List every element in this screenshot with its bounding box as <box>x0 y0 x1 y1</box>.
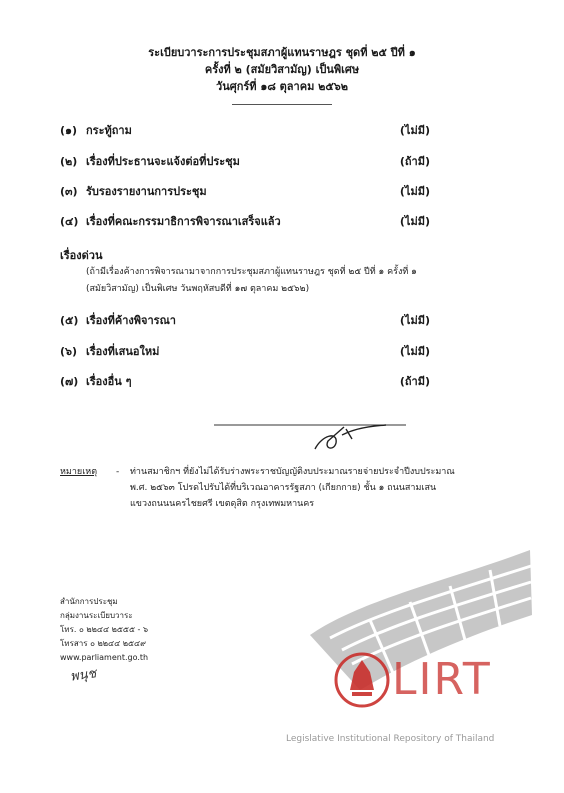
agenda-item-5 <box>60 314 430 328</box>
agenda-num: (๔) <box>60 215 79 228</box>
agenda-text: กระทู้ถาม <box>86 124 132 137</box>
urgent-heading: เรื่องด่วน <box>60 249 103 262</box>
lirt-logo-text: LIRT <box>392 654 492 705</box>
agenda-text: รับรองรายงานการประชุม <box>86 185 207 198</box>
agenda-text: เรื่องที่เสนอใหม่ <box>86 345 160 358</box>
agenda-text: เรื่องที่ประธานจะแจ้งต่อที่ประชุม <box>86 155 240 168</box>
agenda-status: (ไม่มี) <box>399 124 430 137</box>
agenda-status: (ไม่มี) <box>399 185 430 198</box>
agenda-item-3 <box>60 185 430 199</box>
footer-group: กลุ่มงานระเบียบวาระ <box>60 611 133 620</box>
remark-label: หมายเหตุ <box>60 467 98 477</box>
agenda-num: (๖) <box>60 345 78 358</box>
remark-line-3: แขวงถนนนครไชยศรี เขตดุสิต กรุงเทพมหานคร <box>130 499 315 509</box>
agenda-num: (๕) <box>60 314 79 327</box>
agenda-num: (๓) <box>60 185 78 198</box>
agenda-text: เรื่องที่ค้างพิจารณา <box>86 314 176 327</box>
agenda-item-6 <box>60 345 430 359</box>
footer-fax: โทรสาร ๐ ๒๒๔๔ ๒๕๔๙ <box>60 639 146 648</box>
title-underline <box>232 104 332 105</box>
title-line-3: วันศุกร์ที่ ๑๘ ตุลาคม ๒๕๖๒ <box>216 80 348 93</box>
title-line-1: ระเบียบวาระการประชุมสภาผู้แทนราษฎร ชุดที่ ๒๕ ปีที่ ๑ <box>148 46 416 59</box>
urgent-note-line-2: (สมัยวิสามัญ) เป็นพิเศษ วันพฤหัสบดีที่ ๑๗ ตุลาคม ๒๕๖๒) <box>86 284 310 294</box>
remark-line-1: ท่านสมาชิกฯ ที่ยังไม่ได้รับร่างพระราชบัญญัติงบประมาณรายจ่ายประจำปีงบประมาณ <box>130 467 455 477</box>
urgent-note-line-1: (ถ้ามีเรื่องค้างการพิจารณามาจากการประชุมสภาผู้แทนราษฎร ชุดที่ ๒๕ ปีที่ ๑ ครั้งที่ ๑ <box>86 267 417 277</box>
signature <box>210 405 410 455</box>
agenda-status: (ถ้ามี) <box>399 375 430 388</box>
agenda-num: (๑) <box>60 124 78 137</box>
agenda-text: เรื่องอื่น ๆ <box>86 375 132 388</box>
lirt-caption: Legislative Institutional Repository of Thailand <box>286 734 495 744</box>
agenda-status: (ถ้ามี) <box>399 155 430 168</box>
agenda-item-1 <box>60 124 430 138</box>
agenda-status: (ไม่มี) <box>399 345 430 358</box>
footer-initials: พนุช <box>69 666 98 685</box>
agenda-item-4 <box>60 215 430 229</box>
footer-web: www.parliament.go.th <box>60 653 149 662</box>
footer-office: สำนักการประชุม <box>60 597 118 606</box>
agenda-status: (ไม่มี) <box>399 215 430 228</box>
title-line-2: ครั้งที่ ๒ (สมัยวิสามัญ) เป็นพิเศษ <box>204 63 360 76</box>
footer-phone: โทร. ๐ ๒๒๔๔ ๒๕๕๕ - ๖ <box>60 625 149 634</box>
agenda-item-2 <box>60 155 430 169</box>
agenda-num: (๒) <box>60 155 78 168</box>
agenda-status: (ไม่มี) <box>399 314 430 327</box>
agenda-num: (๗) <box>60 375 79 388</box>
remark-line-2: พ.ศ. ๒๕๖๓ โปรดไปรับได้ที่บริเวณอาคารรัฐสภา (เกียกกาย) ชั้น ๑ ถนนสามเสน <box>130 483 437 493</box>
agenda-item-7 <box>60 375 430 389</box>
remark-dash: - <box>116 467 120 477</box>
agenda-text: เรื่องที่คณะกรรมาธิการพิจารณาเสร็จแล้ว <box>86 215 281 228</box>
